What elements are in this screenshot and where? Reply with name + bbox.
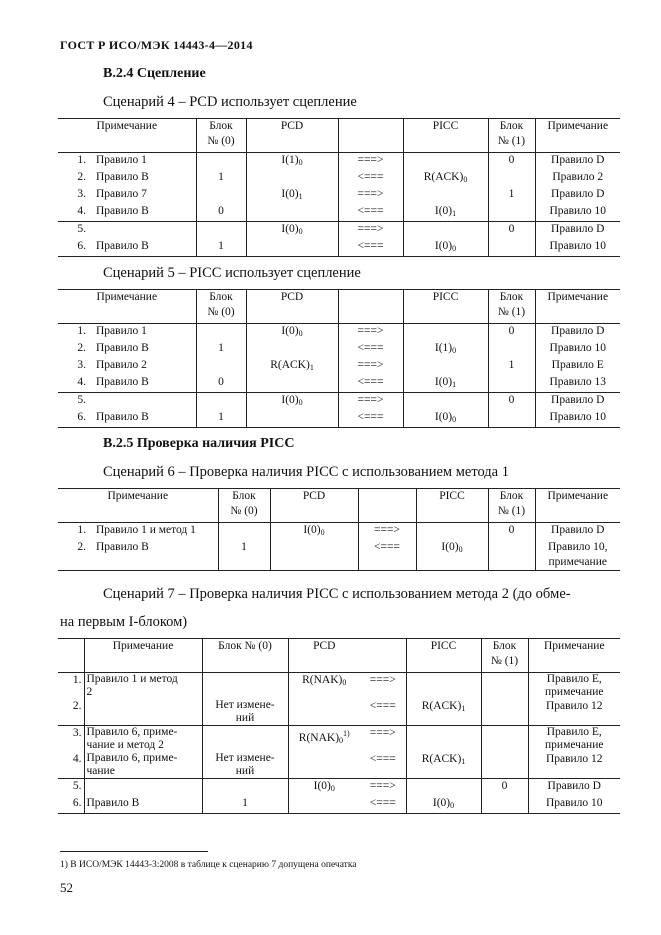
- table-row: 4. Правило 6, приме- чание Нет измене- ний <=== $R(ACK)_1$ Правило 12: [58, 752, 620, 779]
- table-row: 6. Правило В 1 <=== $I(0)_0$ Правило 10: [58, 796, 620, 814]
- col-block0: Блок № (0): [196, 119, 246, 153]
- scenario-4-table: [58, 118, 620, 257]
- table-row: 1. Правило 1 и метод 2 $R(NAK)_0$ ===> Правило Е, примечание: [58, 673, 620, 700]
- scenario-4-caption: Сценарий 4 – PCD использует сцепление: [103, 94, 357, 110]
- scenario-7-caption-line2: на первым I-блоком): [60, 614, 188, 630]
- col-note: Примечание: [58, 119, 196, 153]
- table-row: 4. Правило В 0 <=== $I(0)_1$ Правило 13: [58, 375, 620, 393]
- section-title-presence-check: В.2.5 Проверка наличия PICC: [103, 436, 295, 451]
- table-row: 1. Правило 1 $I(1)_0$ ===> 0 Правило D: [58, 153, 620, 171]
- table-row: 3. Правило 2 $R(ACK)_1$ ===> 1 Правило Е: [58, 358, 620, 375]
- table-row: 5. $I(0)_0$ ===> 0 Правило D: [58, 393, 620, 411]
- footnote-divider: [60, 851, 208, 852]
- footnote: 1) В ИСО/МЭК 14443-3:2008 в таблице к сценарию 7 допущена опечатка: [60, 860, 357, 870]
- scenario-7-caption-line1: Сценарий 7 – Проверка наличия PICC с использованием метода 2 (до обме-: [103, 586, 571, 602]
- col-arrow: [338, 119, 403, 153]
- table-row: 3. Правило 7 $I(0)_1$ ===> 1 Правило D: [58, 187, 620, 204]
- table-row: 5. $I(0)_0$ ===> 0 Правило D: [58, 222, 620, 240]
- table-row: 2. Правило В 1 <=== $R(ACK)_0$ Правило 2: [58, 170, 620, 187]
- col-block1: Блок № (1): [488, 119, 535, 153]
- table-row: 3. Правило 6, приме- чание и метод 2 $R(NAK)_0^{1)}$ ===> Правило Е, примечание: [58, 726, 620, 753]
- scenario-6-caption: Сценарий 6 – Проверка наличия PICC с использованием метода 1: [103, 464, 509, 480]
- section-title-chaining: В.2.4 Сцепление: [103, 66, 206, 81]
- table-row: 2. Правило В 1 <=== $I(1)_0$ Правило 10: [58, 341, 620, 358]
- table-row: 4. Правило В 0 <=== $I(0)_1$ Правило 10: [58, 204, 620, 222]
- scenario-7-table: Примечание Блок № (0) PCD PICC Блок № (1) Примечание 1. Правило 1 и метод 2 $R(NAK)_0$ ===> Правило Е, примечание 2. Нет измене- ний <=== $R(ACK)_1$ Правило 12 3. Правило 6, приме- чание и метод 2 $R(NAK)_0^{1)}$ ===> Правило Е, примечание 4. Правило 6, приме- чание Нет измене- ний <=== $R(ACK)_1$ Правило 12 5. $I(0)_0$ ===> 0 Правило D 6. Правило В 1 <=== $I(0)_0$ Правило 10: [58, 638, 620, 814]
- document-header: ГОСТ Р ИСО/МЭК 14443-4—2014: [60, 38, 253, 52]
- table-row: 2. Нет измене- ний <=== $R(ACK)_1$ Правило 12: [58, 699, 620, 726]
- table-row: 1. Правило 1 и метод 1 $I(0)_0$ ===> 0 Правило D: [58, 523, 620, 541]
- col-note2: Примечание: [535, 119, 620, 153]
- scenario-5-caption: Сценарий 5 – PICC использует сцепление: [103, 265, 361, 281]
- page-number: 52: [60, 880, 73, 895]
- table-row: 6. Правило В 1 <=== $I(0)_0$ Правило 10: [58, 410, 620, 428]
- col-pcd: PCD: [246, 119, 338, 153]
- table-row: 6. Правило В 1 <=== $I(0)_0$ Правило 10: [58, 239, 620, 257]
- scenario-5-table: Примечание Блок № (0) PCD PICC Блок № (1) Примечание 1. Правило 1 $I(0)_0$ ===> 0 Правило D 2. Правило В 1 <=== $I(1)_0$ Правило 10 3. Правило 2 $R(ACK)_1$ ===> 1 Правило Е 4. Правило В 0 <=== $I(0)_1$ Правило 13 5. $I(0)_0$ ===> 0 Правило D 6. Правило В 1 <=== $I(0)_0$ Правило 10: [58, 289, 620, 428]
- col-picc: PICC: [403, 119, 488, 153]
- table-row: 1. Правило 1 $I(0)_0$ ===> 0 Правило D: [58, 324, 620, 342]
- table-row: 5. $I(0)_0$ ===> 0 Правило D: [58, 779, 620, 797]
- scenario-6-table: Примечание Блок № (0) PCD PICC Блок № (1) Примечание 1. Правило 1 и метод 1 $I(0)_0$ ===> 0 Правило D 2. Правило В 1 <=== $I(0)_0$ Правило 10, примечание: [58, 488, 620, 571]
- table-row: 2. Правило В 1 <=== $I(0)_0$ Правило 10, примечание: [58, 540, 620, 571]
